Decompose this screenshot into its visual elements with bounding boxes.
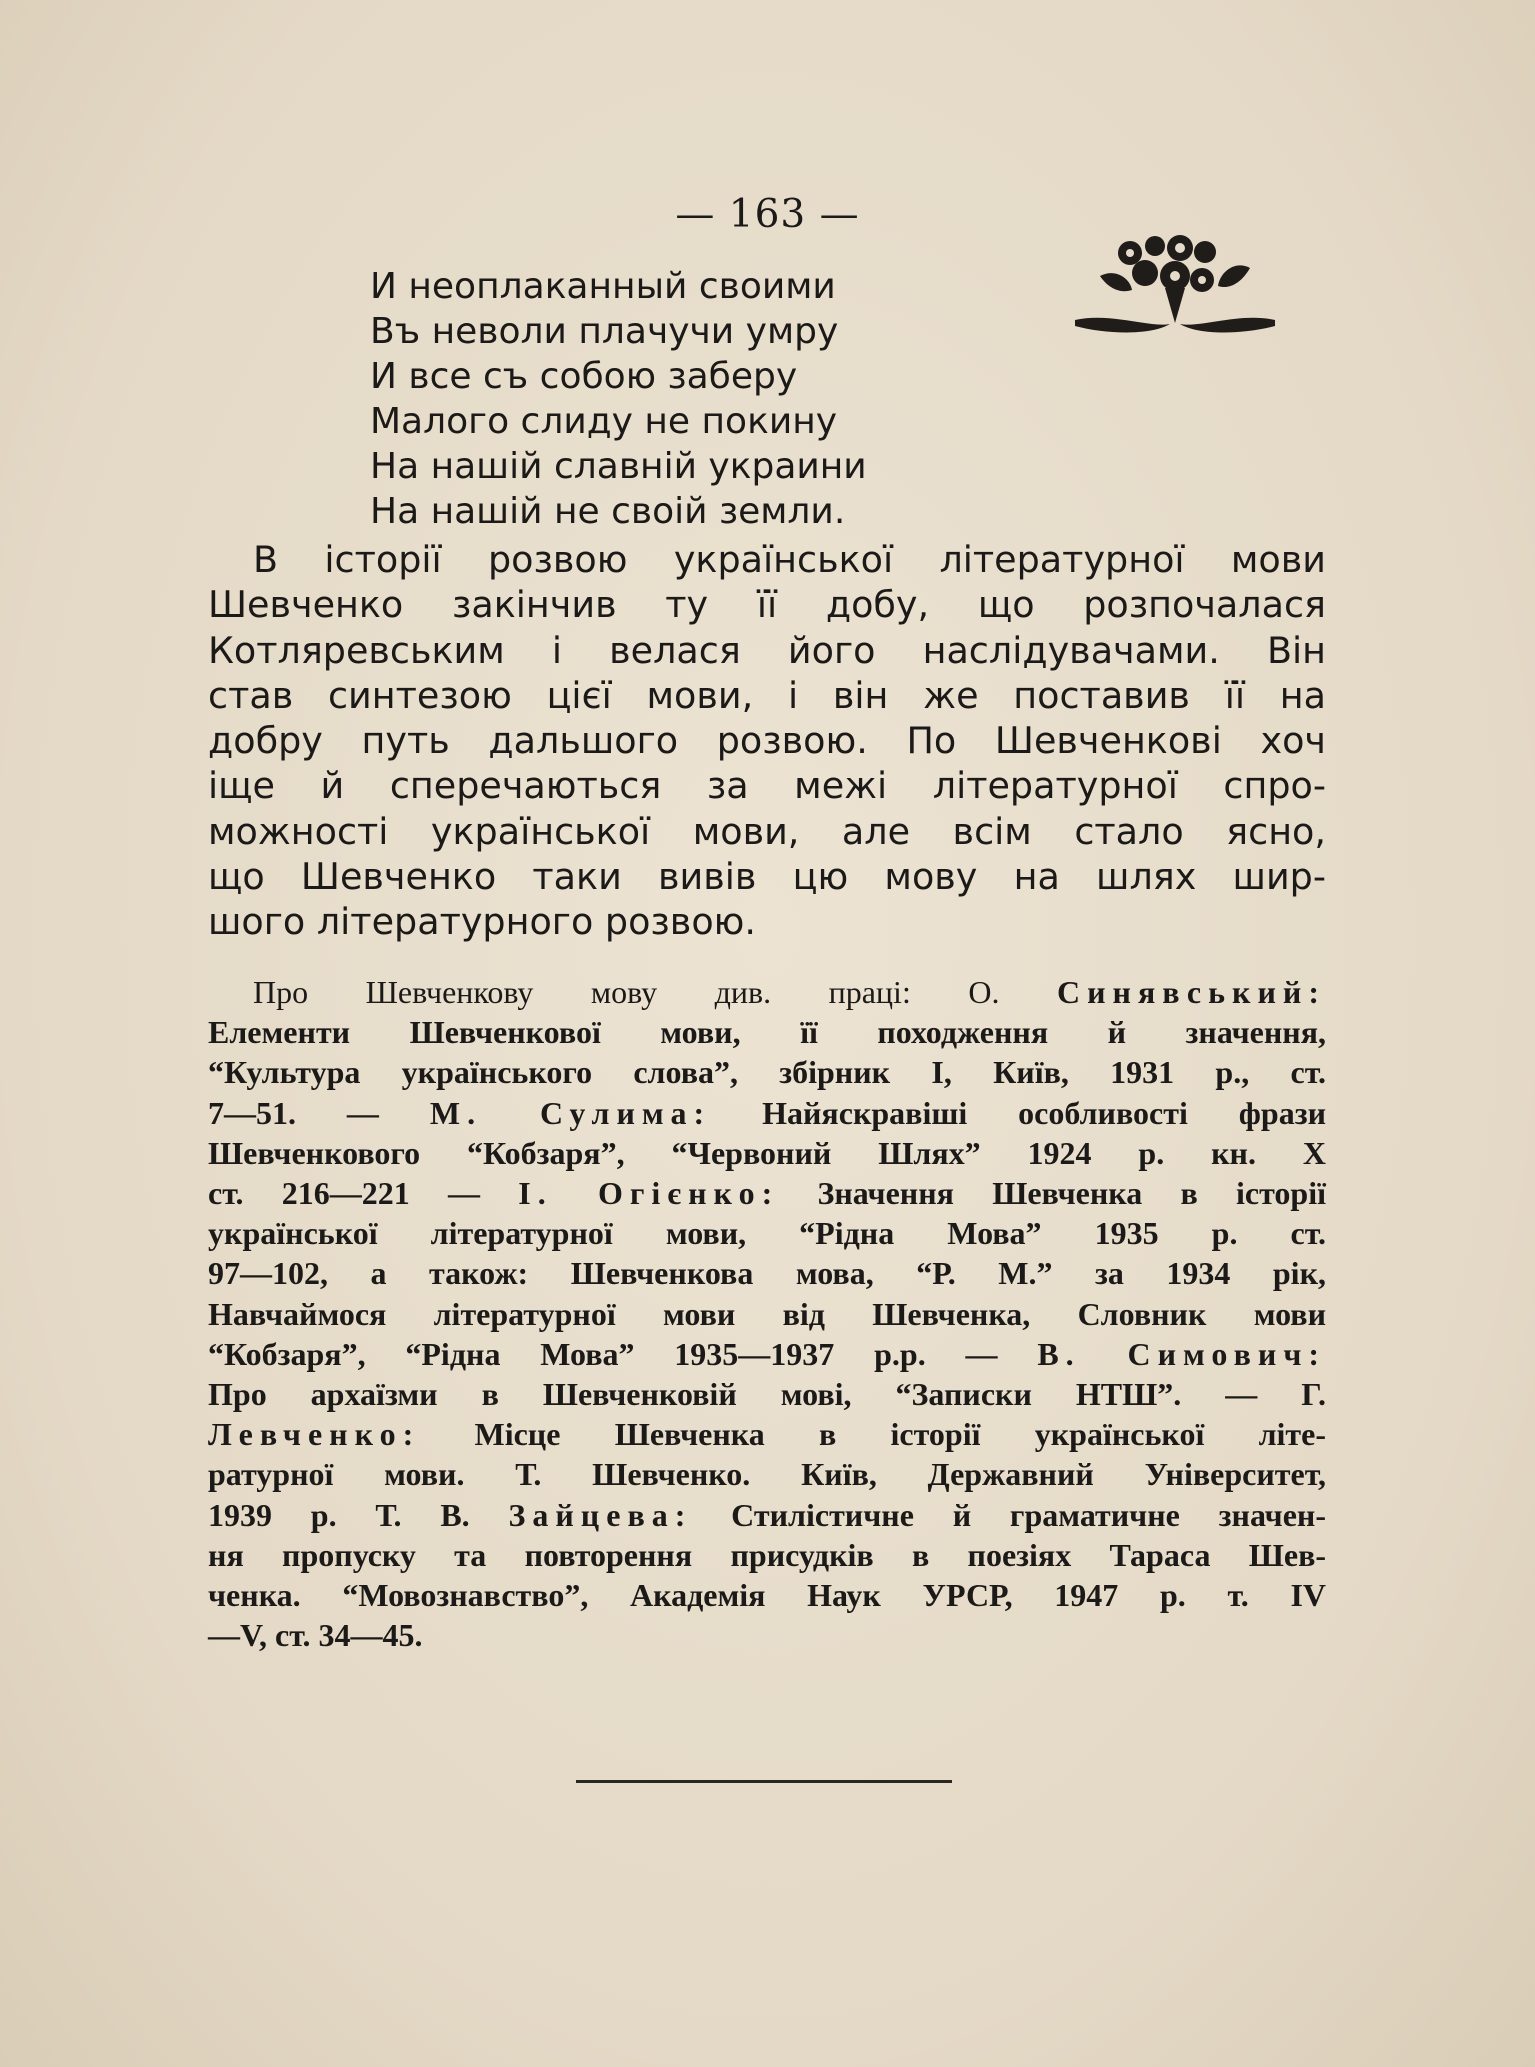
footnote-line: ня пропуску та повторення присудків в поезіях Тараса Шев-	[208, 1536, 1326, 1573]
paragraph-line: добру путь дальшого розвою. По Шевченкові хоч	[208, 719, 1326, 763]
paragraph-line: став синтезою цієї мови, і він же поставив її на	[208, 673, 1326, 717]
footnote-text: Найяскравіші особливості фрази	[762, 1094, 1327, 1131]
footnote-text: Значення Шевченка в історії	[817, 1175, 1326, 1212]
author-name: І. Огієнко:	[518, 1175, 780, 1212]
poem-line: И неоплаканный своими	[370, 266, 836, 307]
author-name: М. Сулима:	[429, 1094, 712, 1131]
poem-line: И все съ собою заберу	[370, 356, 798, 397]
floral-vignette-icon	[1070, 228, 1280, 348]
footnote-intro: Про Шевченкову мову див. праці: О.	[253, 974, 1000, 1010]
footnote-line: Навчаймося літературної мови від Шевченка, Словник мови	[208, 1295, 1326, 1332]
paragraph-line: В історії розвою української літературної мови	[253, 538, 1326, 581]
poem-line: На нашій славній украини	[370, 446, 867, 487]
footnote-text: ст. 216—221 —	[208, 1175, 481, 1212]
section-divider	[576, 1780, 952, 1783]
footnote-text: Місце Шевченка в історії української літе-	[474, 1416, 1326, 1453]
footnote-text: Стилістичне й граматичне значен-	[731, 1496, 1327, 1533]
footnote-line	[208, 1173, 1326, 1213]
author-name: Левченко:	[208, 1416, 421, 1453]
paragraph-line: іще й сперечаються за межі літературної спро-	[208, 764, 1326, 808]
paragraph-line: Шевченко закінчив ту її добу, що розпочалася	[208, 583, 1326, 627]
footnote-text: 1939 р. Т. В.	[208, 1496, 470, 1533]
footnote-line	[208, 1414, 1326, 1454]
footnote-line: —V, ст. 34—45.	[208, 1617, 423, 1654]
footnote-text: “Кобзаря”, “Рідна Мова” 1935—1937 р.р. —	[208, 1335, 998, 1372]
footnote-line: ратурної мови. Т. Шевченко. Київ, Державний Університет,	[208, 1456, 1326, 1493]
paragraph-line: Котляревським і велася його наслідувачами. Він	[208, 628, 1326, 672]
footnote-line: ченка. “Мовознавство”, Академія Наук УРСР, 1947 р. т. IV	[208, 1577, 1326, 1614]
footnote-text: 7—51. —	[208, 1094, 379, 1131]
poem-stanza	[370, 264, 1070, 534]
paragraph-line: можності української мови, але всім стало ясно,	[208, 809, 1326, 853]
footnote-line	[208, 1495, 1326, 1535]
footnote-line: Шевченкового “Кобзаря”, “Червоний Шлях” 1924 р. кн. Х	[208, 1134, 1326, 1171]
bibliography-footnote	[208, 972, 1326, 1655]
footnote-line: “Культура українського слова”, збірник І, Київ, 1931 р., ст.	[208, 1054, 1326, 1091]
footnote-line	[208, 1334, 1326, 1374]
footnote-line: Елементи Шевченкової мови, її походження й значення,	[208, 1014, 1326, 1051]
author-name: Зайцева:	[508, 1496, 693, 1533]
footnote-line	[208, 1093, 1326, 1133]
footnote-line: української літературної мови, “Рідна Мова” 1935 р. ст.	[208, 1215, 1326, 1252]
main-paragraph	[208, 537, 1326, 945]
poem-line: На нашій не своій земли.	[370, 491, 846, 532]
page-number: — 163 —	[675, 192, 860, 237]
footnote-line: Про архаїзми в Шевченковій мові, “Записки НТШ”. — Г.	[208, 1376, 1326, 1413]
paragraph-line: шого літературного розвою.	[208, 900, 756, 944]
footnote-line: 97—102, а також: Шевченкова мова, “Р. М.” за 1934 рік,	[208, 1255, 1326, 1292]
author-name: В. Симович:	[1037, 1335, 1327, 1372]
poem-line: Малого слиду не покину	[370, 401, 838, 442]
author-name: Синявський:	[1056, 974, 1327, 1010]
paragraph-line: що Шевченко таки вивів цю мову на шлях шир-	[208, 855, 1326, 899]
footnote-line	[208, 972, 1326, 1012]
poem-line: Въ неволи плачучи умру	[370, 311, 839, 352]
